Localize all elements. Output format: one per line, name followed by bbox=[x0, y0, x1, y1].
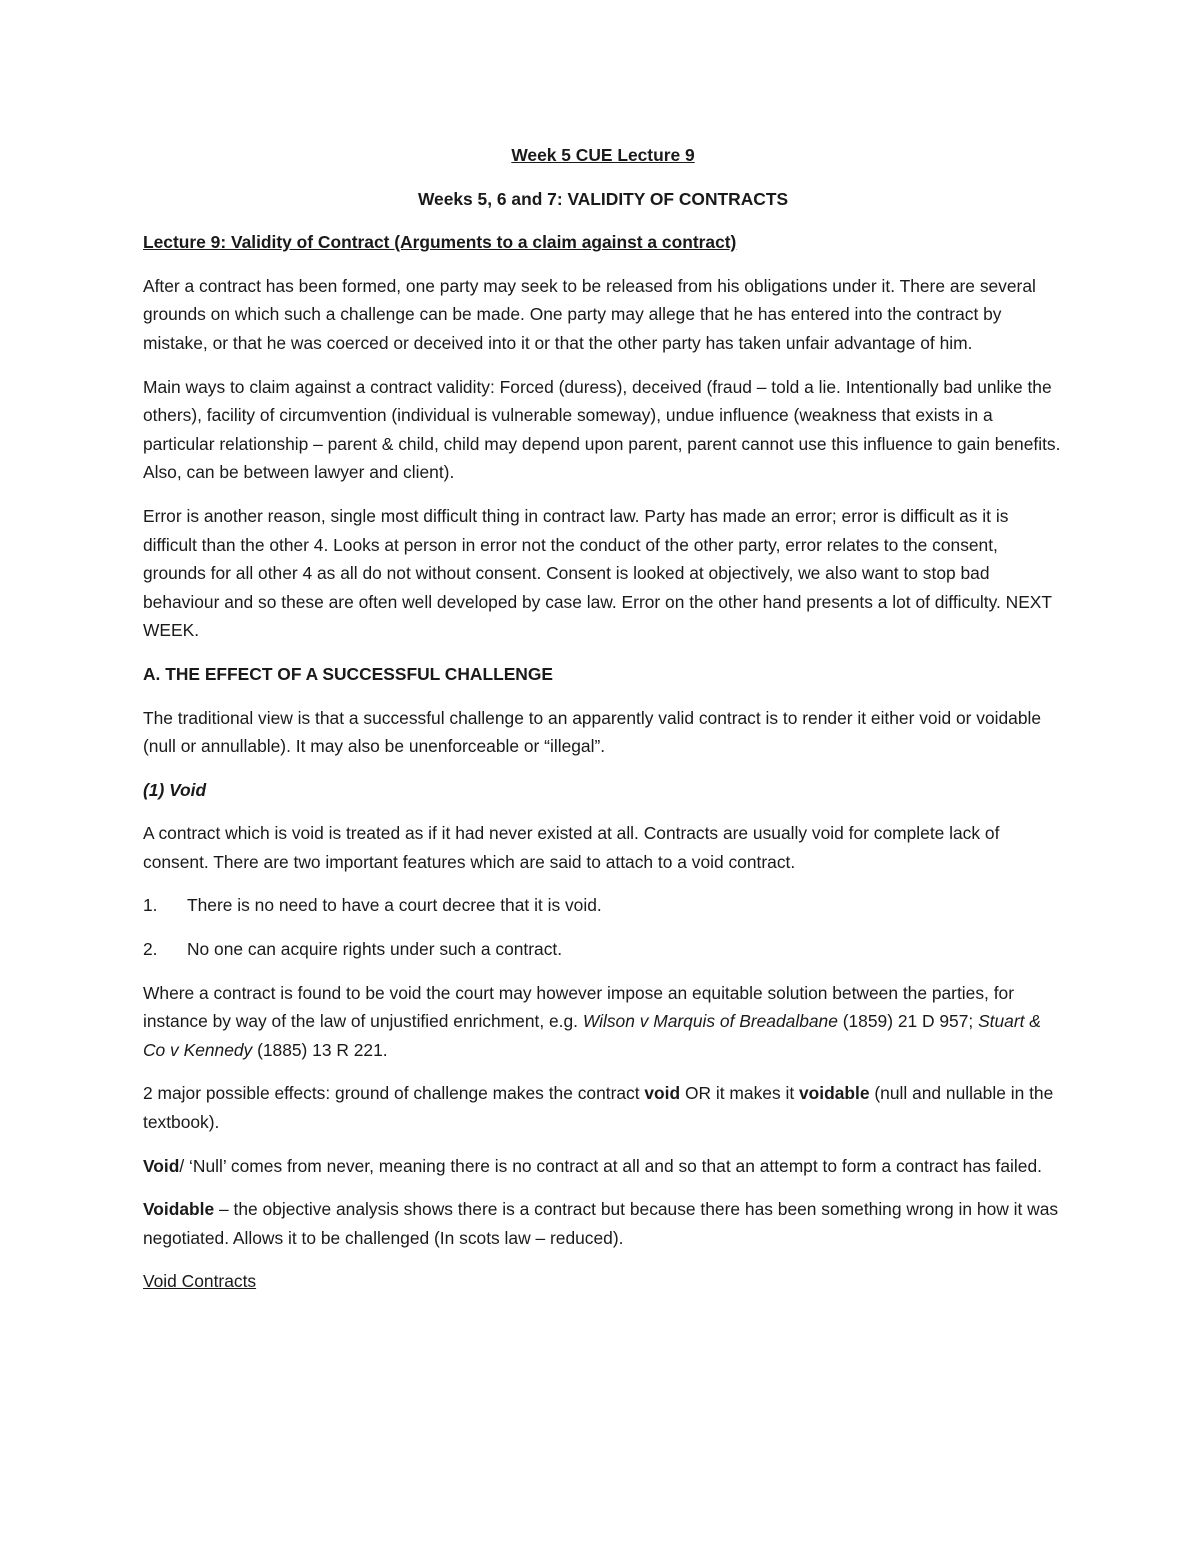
paragraph-text: 2 major possible effects: ground of challenge makes the contract bbox=[143, 1083, 645, 1104]
list-text: There is no need to have a court decree that it is void. bbox=[187, 895, 602, 916]
paragraph-major-effects bbox=[143, 1079, 1063, 1136]
list-item bbox=[143, 935, 1063, 964]
lecture-heading: Lecture 9: Validity of Contract (Arguments to a claim against a contract) bbox=[143, 232, 737, 253]
list-item bbox=[143, 891, 1063, 920]
case-citation: (1885) 13 R 221. bbox=[252, 1039, 388, 1060]
void-contracts-heading: Void Contracts bbox=[143, 1271, 257, 1292]
paragraph-error: Error is another reason, single most difficult thing in contract law. Party has made an error; error is difficult as it is difficult than the other 4. Looks at person in error not the conduct of the other party, error relates to the consent, grounds for all other 4 as all do not without consent. Consent is looked at objectively, we also want to stop bad behaviour and so these are often well developed by case law. Error on the other hand presents a lot of difficulty. NEXT WEEK. bbox=[143, 505, 1052, 641]
term-void: Void bbox=[143, 1155, 180, 1176]
paragraph-text: – the objective analysis shows there is a contract but because there has been something wrong in how it was negotiated. Allows it to be challenged (In scots law – reduced). bbox=[143, 1199, 1059, 1248]
list-number: 2. bbox=[143, 939, 158, 960]
paragraph-null-definition bbox=[143, 1152, 1063, 1181]
paragraph-void-definition: A contract which is void is treated as if it had never existed at all. Contracts are usually void for complete lack of consent. There are two important features which are said to attach to a void contract. bbox=[143, 823, 1000, 872]
case-citation: (1859) 21 D 957; bbox=[837, 1011, 979, 1032]
document-page bbox=[143, 141, 1063, 1296]
paragraph-main-ways: Main ways to claim against a contract validity: Forced (duress), deceived (fraud – told a lie. Intentionally bad unlike the others), facility of circumvention (individual is vulnerable someway), undue influence (weakness that exists in a particular relationship – parent & child, child may depend upon parent, parent cannot use this influence to gain benefits. Also, can be between lawyer and client). bbox=[143, 376, 1061, 483]
term-voidable: Voidable bbox=[143, 1199, 215, 1220]
paragraph-text: (null and nullable in the textbook). bbox=[143, 1083, 1054, 1133]
list-number: 1. bbox=[143, 895, 158, 916]
term-void: void bbox=[644, 1083, 681, 1104]
term-voidable: voidable bbox=[799, 1083, 870, 1104]
paragraph-text: OR it makes it bbox=[680, 1083, 799, 1104]
sub-heading-void: (1) Void bbox=[143, 779, 207, 800]
paragraph-intro: After a contract has been formed, one party may seek to be released from his obligations under it. There are several grounds on which such a challenge can be made. One party may allege that he has entered into the contract by mistake, or that he was coerced or deceived into it or that the other party has taken unfair advantage of him. bbox=[143, 275, 1036, 353]
case-name: Wilson v Marquis of Breadalbane bbox=[582, 1011, 838, 1032]
paragraph-text: Where a contract is found to be void the court may however impose an equitable solution between the parties, for instance by way of the law of unjustified enrichment, e.g. bbox=[143, 982, 1014, 1032]
paragraph-voidable-definition bbox=[143, 1195, 1063, 1252]
document-title: Week 5 CUE Lecture 9 bbox=[511, 145, 695, 165]
paragraph-traditional-view: The traditional view is that a successful challenge to an apparently valid contract is to render it either void or voidable (null or annullable). It may also be unenforceable or “illegal”. bbox=[143, 707, 1042, 757]
section-heading-effect: A. THE EFFECT OF A SUCCESSFUL CHALLENGE bbox=[143, 663, 553, 684]
paragraph-equitable-solution bbox=[143, 979, 1063, 1065]
paragraph-text: / ‘Null’ comes from never, meaning there is no contract at all and so that an attempt to form a contract has failed. bbox=[179, 1155, 1042, 1176]
list-text: No one can acquire rights under such a contract. bbox=[187, 939, 563, 960]
case-name: Stuart & Co v Kennedy bbox=[143, 1011, 1041, 1060]
document-subtitle: Weeks 5, 6 and 7: VALIDITY OF CONTRACTS bbox=[417, 188, 789, 209]
